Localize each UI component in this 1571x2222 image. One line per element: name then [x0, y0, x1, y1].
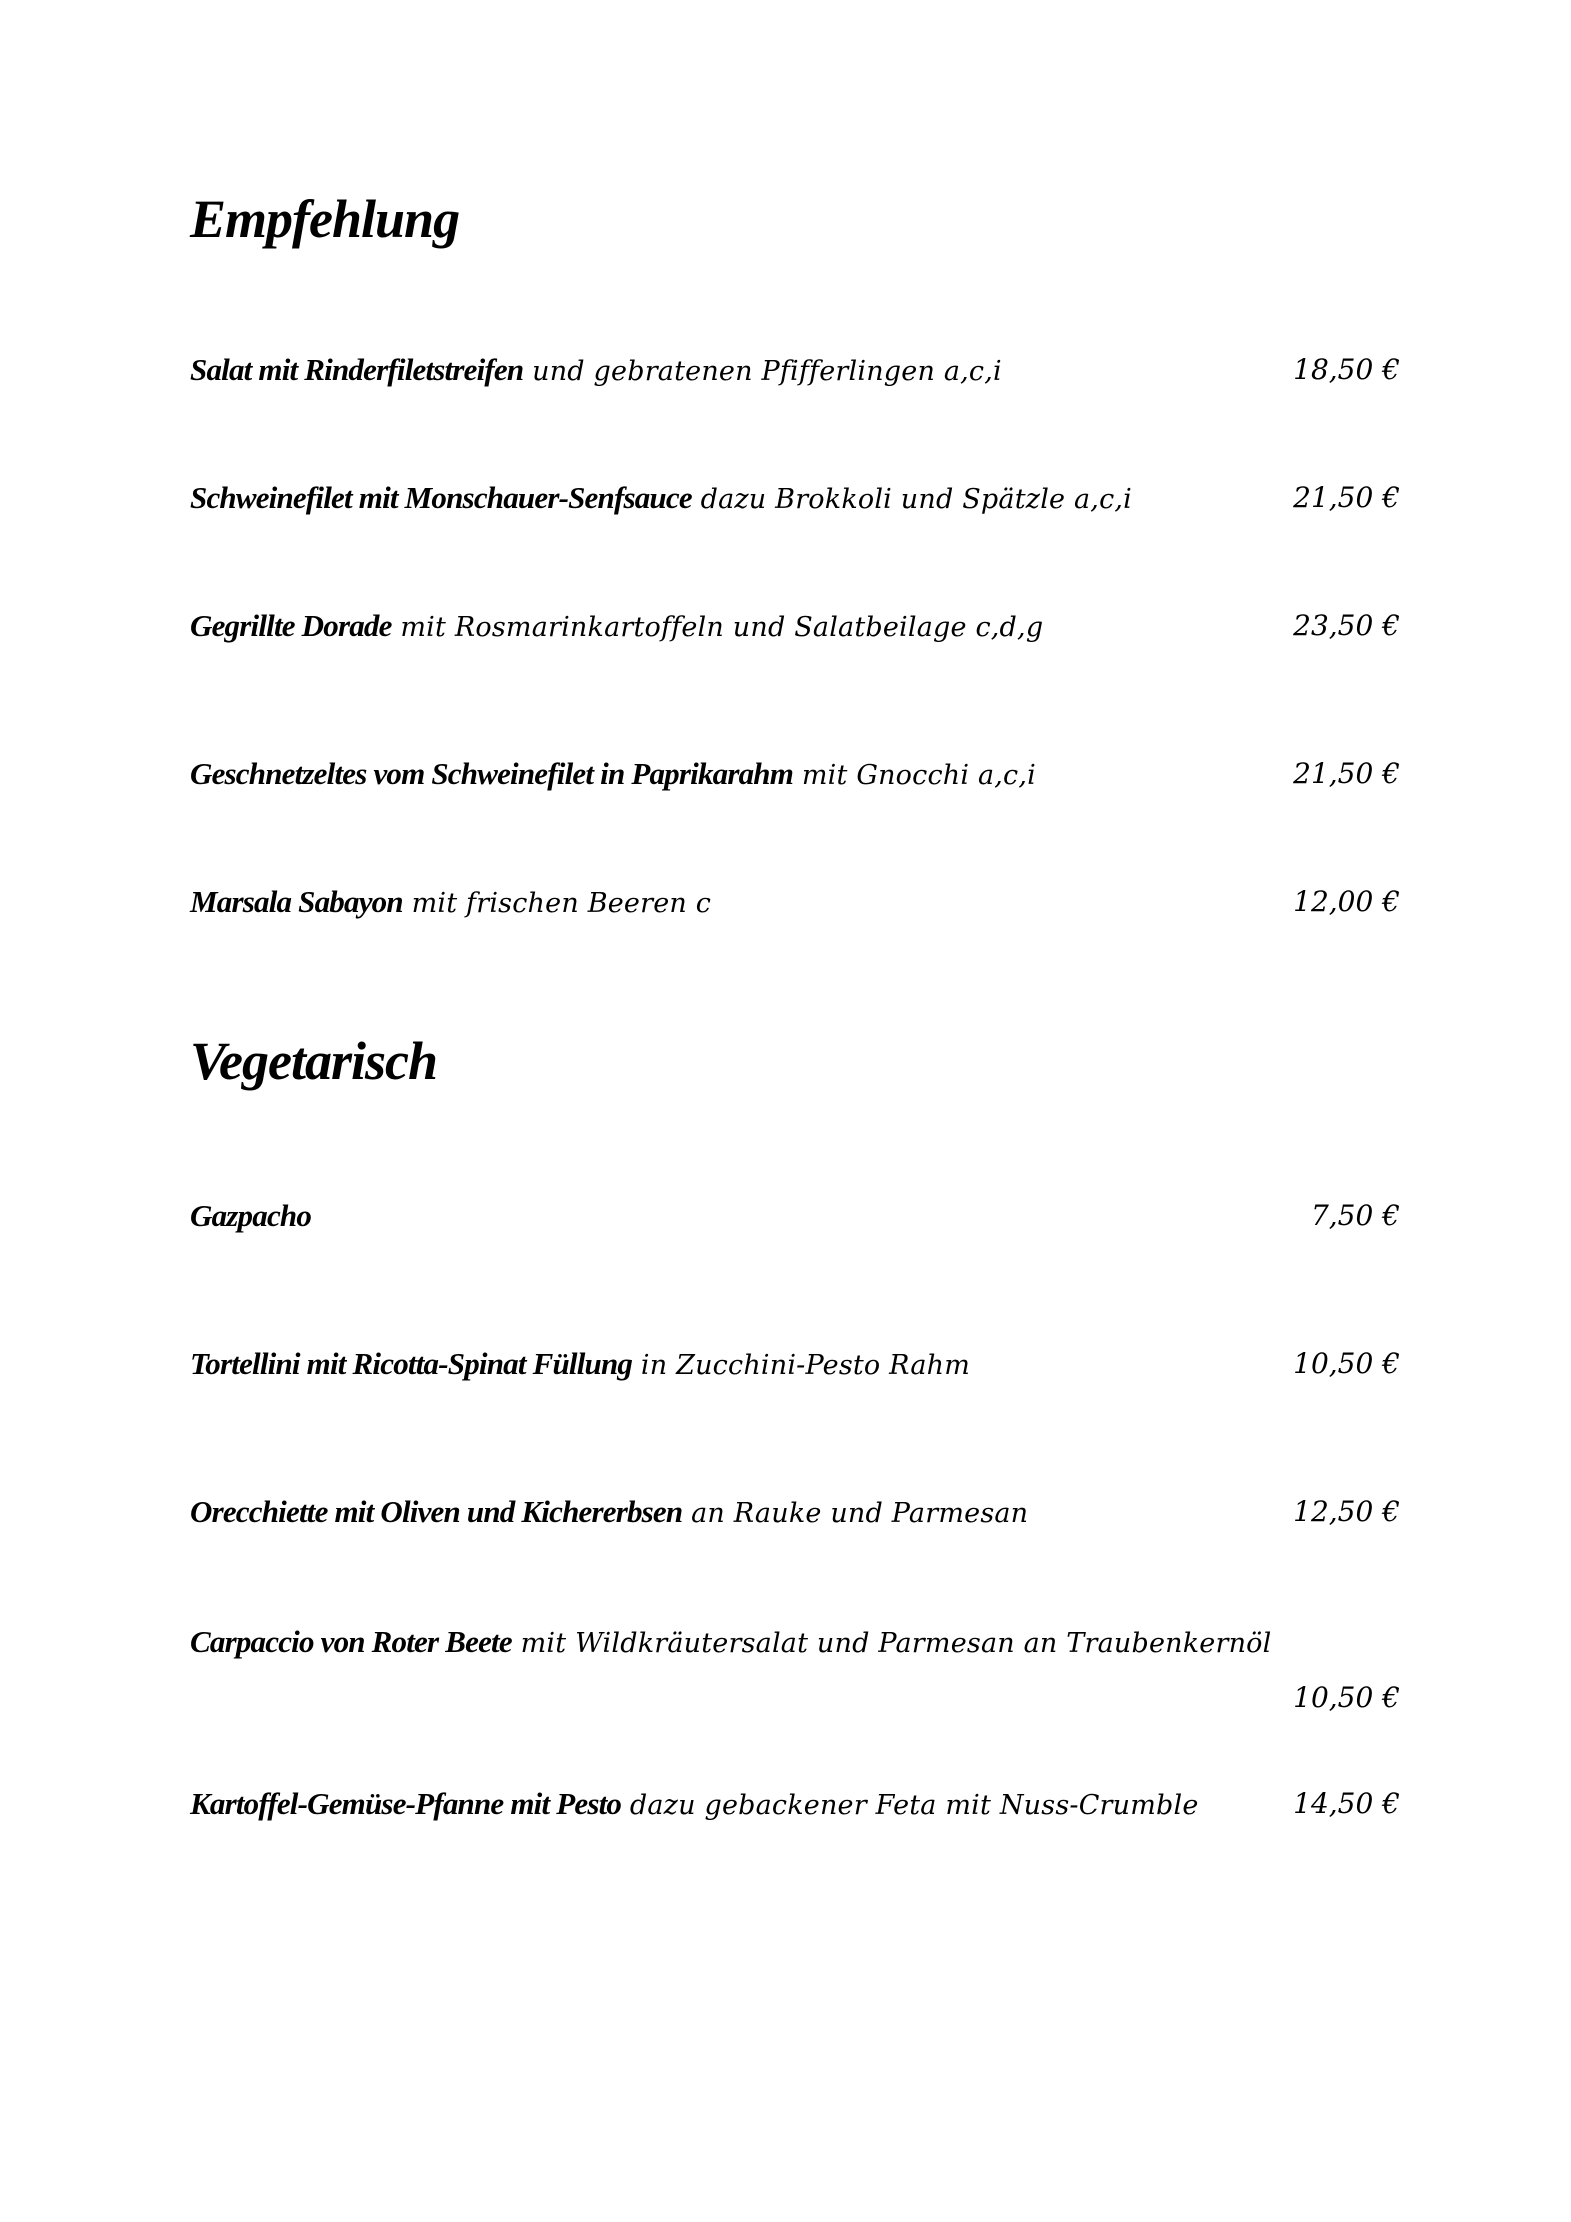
- section-title-vegetarisch: Vegetarisch: [190, 1031, 438, 1091]
- menu-item: [190, 1784, 1400, 1844]
- menu-item: [190, 478, 1400, 538]
- dish-description: mit Gnocchi a,c,i: [793, 760, 1036, 791]
- dish-description: dazu Brokkoli und Spätzle a,c,i: [691, 484, 1133, 515]
- menu-item-text: [190, 882, 711, 924]
- menu-item-text: [190, 606, 1043, 648]
- dish-name: Orecchiette mit Oliven und Kichererbsen: [190, 1494, 683, 1529]
- menu-item: [190, 1492, 1400, 1552]
- menu-item: [190, 350, 1400, 410]
- menu-item: [190, 882, 1400, 942]
- dish-description: dazu gebackener Feta mit Nuss-Crumble: [621, 1790, 1199, 1821]
- dish-price: 10,50 €: [1293, 1347, 1400, 1380]
- dish-name: Gegrillte Dorade: [190, 608, 392, 643]
- section-title-empfehlung: Empfehlung: [190, 189, 460, 249]
- dish-name: Salat mit Rinderfiletstreifen: [190, 352, 524, 387]
- dish-description: mit Wildkräutersalat und Parmesan an Traubenkernöl: [511, 1628, 1272, 1659]
- menu-item: [190, 1196, 1400, 1256]
- menu-item: [190, 606, 1400, 666]
- menu-item-text: [190, 1784, 1199, 1826]
- menu-item-text: [190, 478, 1132, 520]
- dish-description: in Zucchini-Pesto Rahm: [632, 1350, 971, 1381]
- dish-price: 10,50 €: [1293, 1681, 1400, 1714]
- menu-item: [190, 1622, 1400, 1732]
- dish-price: 7,50 €: [1310, 1199, 1400, 1232]
- dish-description: mit frischen Beeren c: [402, 888, 712, 919]
- dish-name: Tortellini mit Ricotta-Spinat Füllung: [190, 1346, 633, 1381]
- dish-name: Kartoffel-Gemüse-Pfanne mit Pesto: [190, 1786, 622, 1821]
- dish-name: Marsala Sabayon: [190, 884, 403, 919]
- dish-description: mit Rosmarinkartoffeln und Salatbeilage c,d,g: [391, 612, 1044, 643]
- dish-price: 18,50 €: [1293, 353, 1400, 386]
- menu-item-text: [190, 1492, 1028, 1534]
- dish-name: Geschnetzeltes vom Schweinefilet in Paprikarahm: [190, 756, 794, 791]
- dish-name: Carpaccio von Roter Beete: [190, 1624, 512, 1659]
- menu-item: [190, 754, 1400, 814]
- dish-name: Gazpacho: [190, 1198, 312, 1233]
- dish-price: 21,50 €: [1293, 481, 1400, 514]
- dish-price: 12,00 €: [1293, 885, 1400, 918]
- menu-item: [190, 1344, 1400, 1404]
- dish-price: 12,50 €: [1293, 1495, 1400, 1528]
- menu-item-text: [190, 350, 1002, 392]
- dish-name: Schweinefilet mit Monschauer-Senfsauce: [190, 480, 692, 515]
- dish-description: und gebratenen Pfifferlingen a,c,i: [523, 356, 1002, 387]
- menu-item-text: [190, 1196, 311, 1238]
- dish-price: 14,50 €: [1293, 1787, 1400, 1820]
- menu-item-text: [190, 1622, 1271, 1664]
- menu-item-text: [190, 754, 1036, 796]
- dish-price: 21,50 €: [1293, 757, 1400, 790]
- dish-price: 23,50 €: [1293, 609, 1400, 642]
- menu-item-text: [190, 1344, 970, 1386]
- dish-description: an Rauke und Parmesan: [682, 1498, 1029, 1529]
